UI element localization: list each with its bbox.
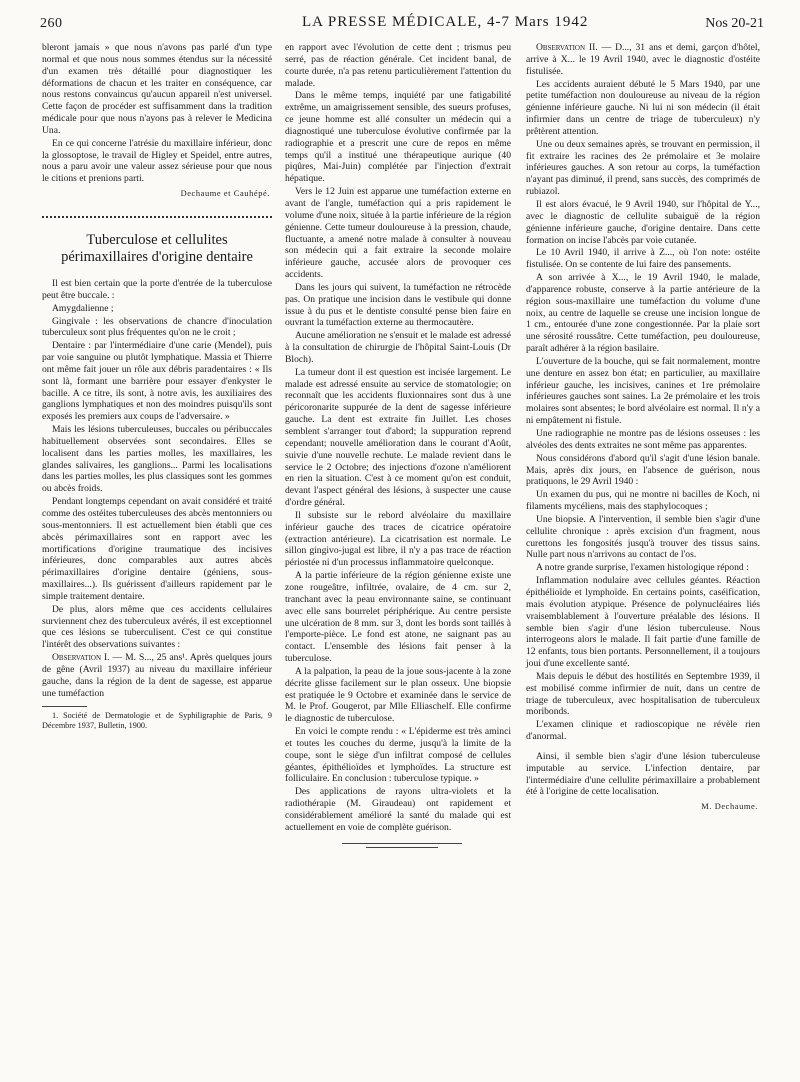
article-signature: M. Dechaume. [701, 802, 758, 812]
observation-label: Observation I. [52, 652, 110, 664]
paragraph: En voici le compte rendu : « L'épiderme est très aminci et toutes les couches du derme, jusqu'à la limite de la coupe, sont le siège d'un infiltrat composé de cellules géantes, épithélioïdes et lymphoïdes. La structure est folliculaire. En conclusion : tuberculose typique. » [285, 726, 511, 785]
observation-paragraph [42, 652, 272, 699]
paragraph: Dans les jours qui suivent, la tuméfaction ne rétrocède pas. On pratique une incision dans le vestibule qui donne issue à du pus et le dentiste consulté pense bien faire en ouvrant la tuméfaction externe au thermocautère. [285, 281, 511, 329]
page-header [40, 14, 764, 36]
paragraph: Une radiographie ne montre pas de lésions osseuses : les alvéoles des dents extraites ne sont même pas apparentes. [526, 428, 760, 451]
observation-text: — D..., 31 ans et demi, garçon d'hôtel, arrive à X... le 19 Avril 1940, avec le diagnostic d'ostéite fistulisée. [526, 42, 760, 77]
observation-label: Observation II. [536, 42, 598, 53]
paragraph: Dans le même temps, inquiété par une fatigabilité extrême, un amaigrissement sensible, des sueurs profuses, ce jeune homme est allé consulter un médecin qui a diagnostiqué une tuberculose évolutive confirmée par la radiographie et a prescrit une cure de repos en même temps qu'il a institué une thérapeutique aurique (40 piqûres, Mai-Juin) complétée par l'injection d'extrait hépatique. [285, 90, 511, 185]
paragraph: La tumeur dont il est question est incisée largement. Le malade est adressé ensuite au service de stomatologie; on reconnaît que les accidents fluxionnaires sont dus à une péricoronarite suppurée de la dent de sagesse inférieure gauche. La dent est extraite fin Juillet. Les choses semblent s'arranger tout d'abord; la suppuration reprend cependant; nouvelle amélioration dans le courant d'Août, suivie d'une nouvelle rechute. Le malade revient dans le service le 2 Octobre; des injections d'ozone n'améliorent en rien la situation. C'est à ce moment qu'on est conduit, devant l'aspect général des lésions, à suspecter une cause d'ordre général. [285, 366, 511, 509]
footnote: 1. Société de Dermatologie et de Syphiligraphie de Paris, 9 Décembre 1937, Bulletin, 1900. [42, 710, 272, 730]
paragraph: Aucune amélioration ne s'ensuit et le malade est adressé à la consultation de chirurgie de l'hôpital Saint-Louis (Dr Bloch). [285, 330, 511, 365]
paragraph: Mais depuis le début des hostilités en Septembre 1939, il est mobilisé comme infirmier de nuit, dans un centre de triage de tuberculeux, avec hospitalisation de tuberculeux moribonds. [526, 670, 760, 718]
paragraph: En ce qui concerne l'atrésie du maxillaire inférieur, donc la glossoptose, le travail de Higley et Speidel, entre autres, nous a paru avoir une valeur assez sérieuse pour que nous le citions et prenions parti. [42, 137, 272, 185]
paragraph: Inflammation nodulaire avec cellules géantes. Réaction épithélioïde et lymphoïde. En certains points, caséification, mais évolution atypique. Présence de polynucléaires liés vraisemblablement à l'ouverture préalable des lésions. Il semble bien s'agir d'une lésion tuberculeuse. Nous interrogeons alors le malade. Il fait partie d'une famille de 12 enfants, tous bien portants. Personnellement, il a toujours joui d'une excellente santé. [526, 575, 760, 670]
paragraph: Une ou deux semaines après, se trouvant en permission, il fit extraire les racines des 2e prémolaire et 3e molaire inférieures gauches. A son retour au corps, la tuméfaction n'ayant pas diminué, il prend, sans succès, des comprimés de rubiazol. [526, 138, 760, 198]
paragraph: Une biopsie. A l'intervention, il semble bien s'agir d'une cellulite chronique : après excision d'un fragment, nous curettons les fongosités jusqu'à trouver des tissus sains. Nulle part nous n'arrivons au contact de l'os. [526, 513, 760, 561]
page-number: 260 [40, 16, 63, 31]
paragraph: en rapport avec l'évolution de cette dent ; trismus peu serré, pas de réaction générale. Cet incident banal, de courte durée, n'a pas retenu particulièrement l'attention du malade. [285, 42, 511, 89]
column-right [526, 42, 760, 813]
paragraph: Il subsiste sur le rebord alvéolaire du maxillaire inférieur gauche des traces de cicatrice opératoire (extraction antérieure). La cicatrisation est normale. Le sillon gingivo-jugal est libre, il n'y a pas trace de réaction périostée ni d'un processus inflammatoire quelconque. [285, 509, 511, 569]
paragraph: Les accidents auraient débuté le 5 Mars 1940, par une petite tuméfaction non douloureuse au niveau de la région génienne inférieure gauche. Ni lui ni son médecin (il était infirmier dans un centre de triage de tuberculeux) n'y prêtèrent attention. [526, 78, 760, 137]
article-title [42, 232, 272, 266]
paragraph: Dentaire : par l'intermédiaire d'une carie (Mendel), puis par voie sanguine ou plutôt lymphatique. Massia et Thierre ont même fait jouer un rôle aux débris paradentaires : « Ils sont là, formant une barrière pour essayer d'enkyster le bacille. A ce titre, ils sont, à notre avis, les auxiliaires des ganglions lymphatiques et non des moindres puisqu'ils sont exposés les premiers aux coups de l'adversaire. » [42, 340, 272, 423]
observation-paragraph [526, 42, 760, 78]
column-middle [285, 42, 511, 835]
paragraph: Mais les lésions tuberculeuses, buccales ou péribuccales habituellement observées sont secondaires. Elles se localisent dans les parties molles, les maxillaires, les glandes salivaires, les ganglions... Parmi les localisations dans les parties molles, les plus classiques sont les gommes ou abcès froids. [42, 424, 272, 495]
column-left [42, 42, 272, 731]
journal-title: LA PRESSE MÉDICALE, 4-7 Mars 1942 [302, 14, 589, 30]
footnote-rule [42, 706, 87, 707]
paragraph: L'ouverture de la bouche, qui se fait normalement, montre une denture en assez bon état; en particulier, au maxillaire inférieur gauche, les incisives, canines et 1re prémolaire inférieures gauches sont saines. La 2e prémolaire et les trois molaires sont absentes; le bord alvéolaire est normal. Il n'y a ni empâtement ni fistule. [526, 355, 760, 427]
paragraph: Pendant longtemps cependant on avait considéré et traité comme des ostéites tuberculeuses des abcès mentonniers ou sous-mentonniers. Il est actuellement bien établi que ces abcès périmaxillaires sont en rapport avec les mortifications d'origine traumatique des incisives inférieures, donc comparables aux autres abcès périmaxillaires d'origine dentaire (géniens, sous-maxillaires...). Ils guérissent d'ailleurs rapidement par le simple traitement dentaire. [42, 496, 272, 602]
paragraph: Gingivale : les observations de chancre d'inoculation tuberculeux sont plus fréquentes qu'on ne le croit ; [42, 315, 272, 339]
paragraph: bleront jamais » que nous n'avons pas parlé d'un type normal et que nous nous sommes étendus sur la nécessité d'un examen très détaillé pour diagnostiquer les déformations de chacun et les traiter en conséquence, car nous restons convaincus qu'aucun appareil n'est universel. Cette façon de procéder est suffisamment dans la tradition médicale pour que nous n'ayons pas à relever le Medicina Una. [42, 42, 272, 136]
paragraph: Il est bien certain que la porte d'entrée de la tuberculose peut être buccale. : [42, 277, 272, 301]
paragraph: De plus, alors même que ces accidents cellulaires surviennent chez des tuberculeux avérés, il est exceptionnel que ces lésions se tuberculisent. C'est ce qui constitue l'intérêt des observations suivantes : [42, 603, 272, 651]
issue-number: Nos 20-21 [705, 16, 764, 31]
paragraph: L'examen clinique et radioscopique ne révèle rien d'anormal. [526, 719, 760, 743]
article-title-line: périmaxillaires d'origine dentaire [61, 248, 253, 265]
article-title-line: Tuberculose et cellulites [86, 231, 228, 248]
paragraph: Des applications de rayons ultra-violets et la radiothérapie (M. Giraudeau) ont rapidement et considérablement amélioré la santé du malade qui est actuellement en voie de complète guérison. [285, 786, 511, 833]
end-rule [366, 847, 438, 848]
end-rule [342, 843, 462, 844]
paragraph: Nous considérons d'abord qu'il s'agit d'une lésion banale. Mais, après dix jours, en l'absence de guérison, nous pratiquons, le 29 Avril 1940 : [526, 452, 760, 488]
paragraph: A la partie inférieure de la région génienne existe une zone rougeâtre, infiltrée, ovalaire, de 4 cm. sur 2, tranchant avec la peau environnante saine, se continuant avec elle sans bourrelet périphérique. Au centre persiste une ulcération de 8 mm. sur 3, dont les bords sont taillés à l'emporte-pièce. Le fond est atone, ne saignant pas au contact. L'ensemble des lésions fait penser à la tuberculose. [285, 570, 511, 665]
paragraph: A notre grande surprise, l'examen histologique répond : [536, 562, 749, 574]
paragraph: Vers le 12 Juin est apparue une tuméfaction externe en avant de l'angle, tuméfaction qui a pris rapidement le volume d'une noix, située à la partie inférieure de la région génienne. Cette tumeur douloureuse à la pression, chaude, fluctuante, a amené notre malade à consulter à nouveau son médecin qui a fait extraire la seconde molaire inférieure gauche, accusée alors de provoquer ces accidents. [285, 186, 511, 281]
article-separator [42, 216, 272, 218]
paragraph: Amygdalienne ; [52, 302, 114, 314]
observation-text: — M. S..., 25 ans¹. Après quelques jours de gêne (Avril 1937) au niveau du maxillaire inférieur gauche, dans la région de la dent de sagesse, est apparue une tuméfaction [42, 652, 272, 699]
paragraph: Le 10 Avril 1940, il arrive à Z..., où l'on note: ostéite fistulisée. On se contente de lui faire des pansements. [526, 247, 760, 271]
previous-article-signature: Dechaume et Cauhépé. [180, 189, 270, 199]
paragraph: Un examen du pus, qui ne montre ni bacilles de Koch, ni filaments mycéliens, mais des staphylocoques ; [526, 489, 760, 513]
paragraph: A son arrivée à X..., le 19 Avril 1940, le malade, d'apparence robuste, conserve à la partie antérieure de la région sous-maxillaire une tuméfaction du volume d'une noix, au centre de laquelle se creuse une incision longue de 1 cm., entourée d'une zone congestionnée. Par la plaie sort une sérosité roussâtre. Cette tuméfaction, peu douloureuse, paraît adhérer à la région basilaire. [526, 272, 760, 355]
paragraph: Il est alors évacué, le 9 Avril 1940, sur l'hôpital de Y..., avec le diagnostic de cellulite subaiguë de la région génienne inférieure gauche, d'origine dentaire. Dans cette formation on incise l'abcès par voie cutanée. [526, 198, 760, 246]
paragraph: A la palpation, la peau de la joue sous-jacente à la zone décrite glisse facilement sur le plan osseux. Une biopsie est pratiquée le 9 Octobre et examinée dans le service de M. le Prof. Gougerot, par Mlle Elliaschelf. Elle confirme le diagnostic de tuberculose. [285, 665, 511, 725]
paragraph: Ainsi, il semble bien s'agir d'une lésion tuberculeuse imputable au service. L'infection dentaire, par l'intermédiaire d'une cellulite périmaxillaire a probablement été à l'origine de cette localisation. [526, 750, 760, 798]
